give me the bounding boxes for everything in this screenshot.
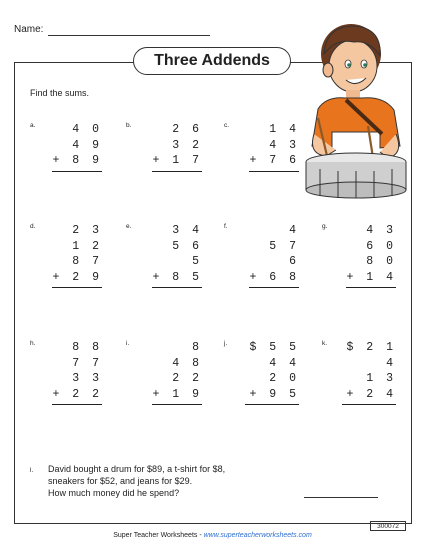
drummer-boy-icon <box>296 14 414 200</box>
problem-label: c. <box>224 122 230 129</box>
problem-label: f. <box>224 223 228 230</box>
sum-line <box>52 287 102 288</box>
addend: 7 7 <box>72 356 102 370</box>
addend: $ 5 5 <box>249 341 299 354</box>
footer-text: Super Teacher Worksheets - <box>113 532 204 539</box>
problem-k <box>322 340 396 420</box>
addend: 8 8 <box>72 341 102 354</box>
sum-line <box>245 404 299 405</box>
addend: + 7 6 <box>249 154 299 167</box>
addend: 5 <box>192 255 202 268</box>
sum-line <box>152 287 202 288</box>
problem-label: i. <box>126 340 130 347</box>
addend: + 2 2 <box>52 387 102 401</box>
addend: + 1 7 <box>152 154 202 167</box>
addend: 1 3 <box>366 372 396 385</box>
addend: + 1 4 <box>346 270 396 284</box>
addend: 1 4 <box>269 123 299 136</box>
name-field[interactable] <box>14 24 43 35</box>
addend: + 1 9 <box>152 387 202 401</box>
addend: 5 6 <box>172 239 202 253</box>
addend: 3 4 <box>172 224 202 237</box>
problem-label: k. <box>322 340 328 347</box>
problem-c <box>224 122 299 202</box>
word-problem-line: How much money did he spend? <box>48 488 180 498</box>
addend: 4 <box>386 356 396 370</box>
addend: 4 <box>289 224 299 237</box>
addend: 3 3 <box>72 372 102 385</box>
word-problem-line: sneakers for $52, and jeans for $29. <box>48 476 193 486</box>
answer-line[interactable] <box>304 497 378 498</box>
problem-label: g. <box>322 223 328 230</box>
problem-label: e. <box>126 223 132 230</box>
footer <box>0 532 425 539</box>
sum-line <box>249 171 299 172</box>
addend: + 2 9 <box>52 270 102 284</box>
addend: 8 <box>192 341 202 354</box>
name-label: Name: <box>14 24 44 35</box>
name-line[interactable] <box>48 35 210 36</box>
addend: 4 3 <box>366 224 396 237</box>
problem-label: h. <box>30 340 36 347</box>
problem-e <box>126 223 202 303</box>
word-problem-line: David bought a drum for $89, a t-shirt for $8, <box>48 464 226 474</box>
sum-line <box>52 171 102 172</box>
problem-j <box>224 340 299 420</box>
sum-line <box>342 404 396 405</box>
addend: + 8 9 <box>52 154 102 167</box>
addend: 3 2 <box>172 138 202 152</box>
addend: 8 0 <box>366 255 396 268</box>
sum-line <box>52 404 102 405</box>
problem-f <box>224 223 299 303</box>
addend: 6 0 <box>366 239 396 253</box>
sum-line <box>249 287 299 288</box>
sum-line <box>152 404 202 405</box>
addend: + 2 4 <box>346 387 396 401</box>
addend: 8 7 <box>72 255 102 268</box>
sum-line <box>346 287 396 288</box>
problem-a <box>30 122 100 202</box>
addend: 2 0 <box>269 372 299 385</box>
addend: 4 3 <box>269 138 299 152</box>
problem-d <box>30 223 100 303</box>
addend: 4 0 <box>72 123 102 136</box>
addend: 1 2 <box>72 239 102 253</box>
problem-label: l. <box>30 467 34 474</box>
problem-label: d. <box>30 223 36 230</box>
addend: 4 8 <box>172 356 202 370</box>
problem-label: j. <box>224 340 228 347</box>
footer-link[interactable]: www.superteacherworksheets.com <box>203 532 312 539</box>
problem-i <box>126 340 202 420</box>
problem-g <box>322 223 396 303</box>
problem-label: a. <box>30 122 36 129</box>
problem-b <box>126 122 202 202</box>
addend: $ 2 1 <box>346 341 396 354</box>
addend: + 9 5 <box>249 387 299 401</box>
addend: 4 9 <box>72 138 102 152</box>
addend: 6 <box>289 255 299 268</box>
addend: + 6 8 <box>249 270 299 284</box>
addend: 4 4 <box>269 356 299 370</box>
worksheet-title: Three Addends <box>133 47 291 75</box>
addend: 2 6 <box>172 123 202 136</box>
instructions: Find the sums. <box>30 88 90 98</box>
addend: 5 7 <box>269 239 299 253</box>
sum-line <box>152 171 202 172</box>
addend: 2 3 <box>72 224 102 237</box>
worksheet-code: 300072 <box>370 521 406 531</box>
addend: 2 2 <box>172 372 202 385</box>
addend: + 8 5 <box>152 270 202 284</box>
problem-h <box>30 340 100 420</box>
problem-label: b. <box>126 122 132 129</box>
